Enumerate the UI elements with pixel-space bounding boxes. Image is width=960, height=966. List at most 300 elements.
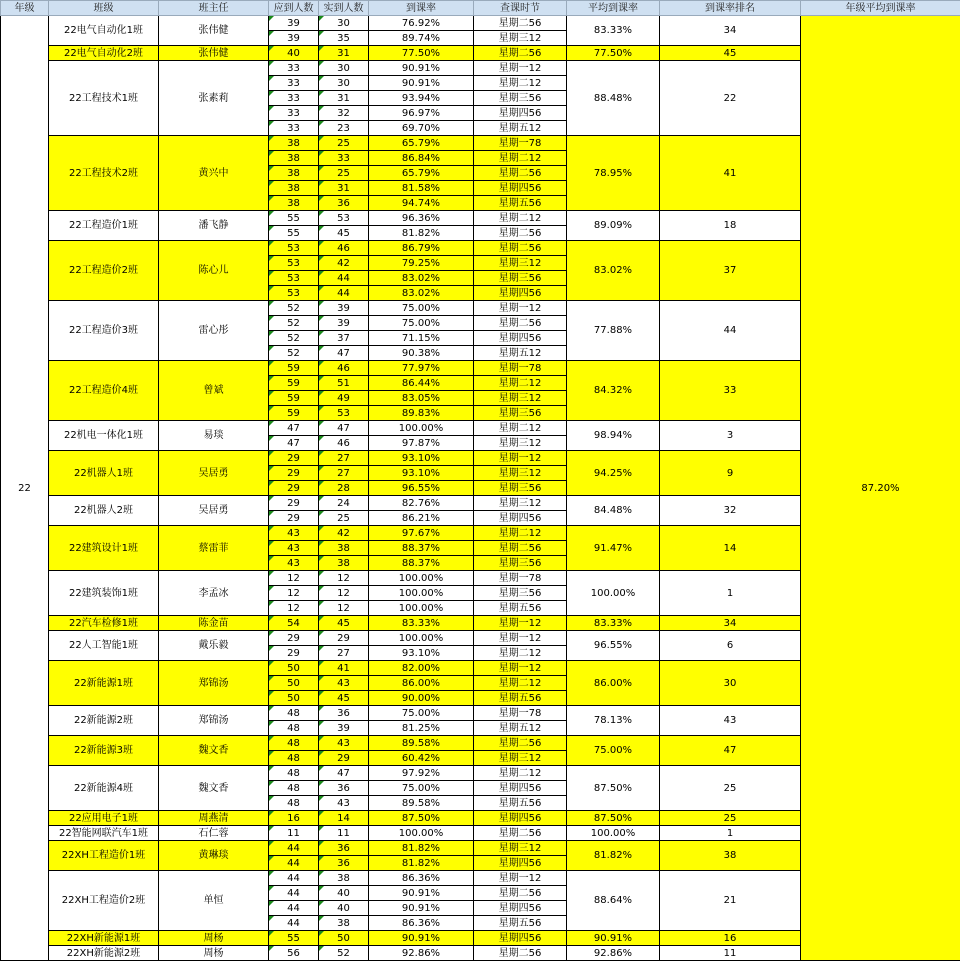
teacher-cell[interactable]: 石仁蓉 [159, 826, 269, 841]
attendance-rate-cell[interactable]: 88.37% [369, 556, 474, 571]
check-time-cell[interactable]: 星期二56 [474, 541, 567, 556]
expected-count-cell[interactable]: 50 [269, 691, 319, 706]
attendance-rate-cell[interactable]: 96.36% [369, 211, 474, 226]
expected-count-cell[interactable]: 29 [269, 496, 319, 511]
check-time-cell[interactable]: 星期四56 [474, 931, 567, 946]
attendance-rate-cell[interactable]: 100.00% [369, 571, 474, 586]
expected-count-cell[interactable]: 52 [269, 331, 319, 346]
actual-count-cell[interactable]: 52 [319, 946, 369, 961]
attendance-rate-cell[interactable]: 81.58% [369, 181, 474, 196]
attendance-rate-cell[interactable]: 77.97% [369, 361, 474, 376]
attendance-rate-cell[interactable]: 79.25% [369, 256, 474, 271]
check-time-cell[interactable]: 星期一12 [474, 61, 567, 76]
class-name-cell[interactable]: 22电气自动化1班 [49, 16, 159, 46]
attendance-rate-cell[interactable]: 83.33% [369, 616, 474, 631]
expected-count-cell[interactable]: 48 [269, 766, 319, 781]
actual-count-cell[interactable]: 12 [319, 571, 369, 586]
actual-count-cell[interactable]: 31 [319, 181, 369, 196]
grade-average-cell[interactable]: 87.20% [801, 16, 960, 961]
class-name-cell[interactable]: 22机器人1班 [49, 451, 159, 496]
actual-count-cell[interactable]: 47 [319, 346, 369, 361]
rank-cell[interactable]: 47 [660, 736, 801, 766]
teacher-cell[interactable]: 易琰 [159, 421, 269, 451]
class-name-cell[interactable]: 22机器人2班 [49, 496, 159, 526]
attendance-rate-cell[interactable]: 82.76% [369, 496, 474, 511]
class-name-cell[interactable]: 22XH新能源2班 [49, 946, 159, 961]
check-time-cell[interactable]: 星期二56 [474, 16, 567, 31]
teacher-cell[interactable]: 单恒 [159, 871, 269, 931]
check-time-cell[interactable]: 星期五56 [474, 601, 567, 616]
expected-count-cell[interactable]: 29 [269, 481, 319, 496]
check-time-cell[interactable]: 星期三12 [474, 466, 567, 481]
expected-count-cell[interactable]: 50 [269, 661, 319, 676]
attendance-rate-cell[interactable]: 86.84% [369, 151, 474, 166]
expected-count-cell[interactable]: 38 [269, 196, 319, 211]
check-time-cell[interactable]: 星期二56 [474, 46, 567, 61]
check-time-cell[interactable]: 星期一12 [474, 661, 567, 676]
expected-count-cell[interactable]: 59 [269, 361, 319, 376]
actual-count-cell[interactable]: 50 [319, 931, 369, 946]
actual-count-cell[interactable]: 40 [319, 886, 369, 901]
expected-count-cell[interactable]: 53 [269, 256, 319, 271]
check-time-cell[interactable]: 星期一78 [474, 136, 567, 151]
actual-count-cell[interactable]: 11 [319, 826, 369, 841]
check-time-cell[interactable]: 星期五56 [474, 796, 567, 811]
expected-count-cell[interactable]: 54 [269, 616, 319, 631]
check-time-cell[interactable]: 星期二12 [474, 151, 567, 166]
check-time-cell[interactable]: 星期一12 [474, 871, 567, 886]
expected-count-cell[interactable]: 55 [269, 226, 319, 241]
actual-count-cell[interactable]: 24 [319, 496, 369, 511]
rank-cell[interactable]: 44 [660, 301, 801, 361]
check-time-cell[interactable]: 星期二56 [474, 736, 567, 751]
attendance-rate-cell[interactable]: 81.25% [369, 721, 474, 736]
teacher-cell[interactable]: 郑锦汤 [159, 661, 269, 706]
check-time-cell[interactable]: 星期二12 [474, 421, 567, 436]
expected-count-cell[interactable]: 33 [269, 61, 319, 76]
actual-count-cell[interactable]: 42 [319, 256, 369, 271]
expected-count-cell[interactable]: 39 [269, 31, 319, 46]
check-time-cell[interactable]: 星期二12 [474, 646, 567, 661]
actual-count-cell[interactable]: 25 [319, 511, 369, 526]
attendance-rate-cell[interactable]: 97.92% [369, 766, 474, 781]
actual-count-cell[interactable]: 46 [319, 361, 369, 376]
teacher-cell[interactable]: 李孟冰 [159, 571, 269, 616]
check-time-cell[interactable]: 星期三12 [474, 751, 567, 766]
average-rate-cell[interactable]: 88.48% [567, 61, 660, 136]
check-time-cell[interactable]: 星期三12 [474, 256, 567, 271]
actual-count-cell[interactable]: 42 [319, 526, 369, 541]
check-time-cell[interactable]: 星期五56 [474, 916, 567, 931]
check-time-cell[interactable]: 星期三56 [474, 556, 567, 571]
attendance-rate-cell[interactable]: 83.05% [369, 391, 474, 406]
expected-count-cell[interactable]: 38 [269, 136, 319, 151]
check-time-cell[interactable]: 星期一78 [474, 361, 567, 376]
check-time-cell[interactable]: 星期二12 [474, 526, 567, 541]
attendance-rate-cell[interactable]: 93.10% [369, 646, 474, 661]
check-time-cell[interactable]: 星期四56 [474, 901, 567, 916]
header-grade-average[interactable]: 年级平均到课率 [801, 1, 960, 16]
average-rate-cell[interactable]: 94.25% [567, 451, 660, 496]
check-time-cell[interactable]: 星期四56 [474, 511, 567, 526]
class-name-cell[interactable]: 22人工智能1班 [49, 631, 159, 661]
check-time-cell[interactable]: 星期二56 [474, 946, 567, 961]
expected-count-cell[interactable]: 55 [269, 931, 319, 946]
average-rate-cell[interactable]: 98.94% [567, 421, 660, 451]
average-rate-cell[interactable]: 96.55% [567, 631, 660, 661]
actual-count-cell[interactable]: 36 [319, 856, 369, 871]
attendance-rate-cell[interactable]: 97.67% [369, 526, 474, 541]
actual-count-cell[interactable]: 39 [319, 721, 369, 736]
teacher-cell[interactable]: 郑锦汤 [159, 706, 269, 736]
check-time-cell[interactable]: 星期二12 [474, 211, 567, 226]
expected-count-cell[interactable]: 43 [269, 556, 319, 571]
attendance-rate-cell[interactable]: 77.50% [369, 46, 474, 61]
teacher-cell[interactable]: 吴居勇 [159, 496, 269, 526]
check-time-cell[interactable]: 星期二56 [474, 316, 567, 331]
rank-cell[interactable]: 41 [660, 136, 801, 211]
check-time-cell[interactable]: 星期一78 [474, 706, 567, 721]
check-time-cell[interactable]: 星期二12 [474, 76, 567, 91]
attendance-rate-cell[interactable]: 90.91% [369, 886, 474, 901]
teacher-cell[interactable]: 黄琳琰 [159, 841, 269, 871]
rank-cell[interactable]: 11 [660, 946, 801, 961]
rank-cell[interactable]: 45 [660, 46, 801, 61]
actual-count-cell[interactable]: 43 [319, 796, 369, 811]
attendance-rate-cell[interactable]: 71.15% [369, 331, 474, 346]
attendance-rate-cell[interactable]: 86.79% [369, 241, 474, 256]
attendance-rate-cell[interactable]: 90.91% [369, 76, 474, 91]
attendance-rate-cell[interactable]: 90.38% [369, 346, 474, 361]
header-teacher[interactable]: 班主任 [159, 1, 269, 16]
teacher-cell[interactable]: 张伟健 [159, 16, 269, 46]
attendance-rate-cell[interactable]: 81.82% [369, 856, 474, 871]
attendance-rate-cell[interactable]: 93.94% [369, 91, 474, 106]
attendance-rate-cell[interactable]: 75.00% [369, 706, 474, 721]
actual-count-cell[interactable]: 45 [319, 616, 369, 631]
attendance-rate-cell[interactable]: 90.91% [369, 901, 474, 916]
rank-cell[interactable]: 25 [660, 811, 801, 826]
actual-count-cell[interactable]: 27 [319, 451, 369, 466]
actual-count-cell[interactable]: 39 [319, 301, 369, 316]
actual-count-cell[interactable]: 30 [319, 76, 369, 91]
expected-count-cell[interactable]: 52 [269, 346, 319, 361]
average-rate-cell[interactable]: 77.88% [567, 301, 660, 361]
check-time-cell[interactable]: 星期一12 [474, 616, 567, 631]
check-time-cell[interactable]: 星期四56 [474, 811, 567, 826]
attendance-rate-cell[interactable]: 86.36% [369, 871, 474, 886]
rank-cell[interactable]: 14 [660, 526, 801, 571]
teacher-cell[interactable]: 周燕清 [159, 811, 269, 826]
actual-count-cell[interactable]: 30 [319, 61, 369, 76]
rank-cell[interactable]: 3 [660, 421, 801, 451]
actual-count-cell[interactable]: 53 [319, 406, 369, 421]
attendance-rate-cell[interactable]: 96.97% [369, 106, 474, 121]
check-time-cell[interactable]: 星期二12 [474, 766, 567, 781]
expected-count-cell[interactable]: 44 [269, 901, 319, 916]
rank-cell[interactable]: 16 [660, 931, 801, 946]
check-time-cell[interactable]: 星期五56 [474, 196, 567, 211]
average-rate-cell[interactable]: 83.33% [567, 16, 660, 46]
teacher-cell[interactable]: 雷心彤 [159, 301, 269, 361]
expected-count-cell[interactable]: 33 [269, 121, 319, 136]
check-time-cell[interactable]: 星期五56 [474, 691, 567, 706]
check-time-cell[interactable]: 星期二12 [474, 376, 567, 391]
class-name-cell[interactable]: 22建筑设计1班 [49, 526, 159, 571]
expected-count-cell[interactable]: 29 [269, 466, 319, 481]
expected-count-cell[interactable]: 38 [269, 181, 319, 196]
rank-cell[interactable]: 33 [660, 361, 801, 421]
attendance-rate-cell[interactable]: 76.92% [369, 16, 474, 31]
attendance-rate-cell[interactable]: 89.58% [369, 736, 474, 751]
grade-cell[interactable]: 22 [1, 16, 49, 961]
check-time-cell[interactable]: 星期三56 [474, 91, 567, 106]
expected-count-cell[interactable]: 48 [269, 751, 319, 766]
actual-count-cell[interactable]: 14 [319, 811, 369, 826]
expected-count-cell[interactable]: 12 [269, 586, 319, 601]
header-average[interactable]: 平均到课率 [567, 1, 660, 16]
actual-count-cell[interactable]: 25 [319, 166, 369, 181]
rank-cell[interactable]: 34 [660, 616, 801, 631]
class-name-cell[interactable]: 22建筑装饰1班 [49, 571, 159, 616]
check-time-cell[interactable]: 星期三12 [474, 496, 567, 511]
rank-cell[interactable]: 22 [660, 61, 801, 136]
actual-count-cell[interactable]: 25 [319, 136, 369, 151]
check-time-cell[interactable]: 星期四56 [474, 286, 567, 301]
expected-count-cell[interactable]: 48 [269, 706, 319, 721]
actual-count-cell[interactable]: 29 [319, 751, 369, 766]
expected-count-cell[interactable]: 48 [269, 736, 319, 751]
actual-count-cell[interactable]: 23 [319, 121, 369, 136]
attendance-rate-cell[interactable]: 69.70% [369, 121, 474, 136]
expected-count-cell[interactable]: 53 [269, 271, 319, 286]
expected-count-cell[interactable]: 44 [269, 871, 319, 886]
actual-count-cell[interactable]: 29 [319, 631, 369, 646]
average-rate-cell[interactable]: 91.47% [567, 526, 660, 571]
check-time-cell[interactable]: 星期四56 [474, 856, 567, 871]
expected-count-cell[interactable]: 33 [269, 91, 319, 106]
actual-count-cell[interactable]: 36 [319, 706, 369, 721]
average-rate-cell[interactable]: 88.64% [567, 871, 660, 931]
attendance-rate-cell[interactable]: 60.42% [369, 751, 474, 766]
class-name-cell[interactable]: 22工程造价3班 [49, 301, 159, 361]
class-name-cell[interactable]: 22新能源3班 [49, 736, 159, 766]
actual-count-cell[interactable]: 44 [319, 286, 369, 301]
check-time-cell[interactable]: 星期三12 [474, 391, 567, 406]
actual-count-cell[interactable]: 38 [319, 556, 369, 571]
expected-count-cell[interactable]: 29 [269, 646, 319, 661]
expected-count-cell[interactable]: 38 [269, 151, 319, 166]
rank-cell[interactable]: 18 [660, 211, 801, 241]
check-time-cell[interactable]: 星期一78 [474, 571, 567, 586]
actual-count-cell[interactable]: 43 [319, 676, 369, 691]
attendance-rate-cell[interactable]: 93.10% [369, 451, 474, 466]
average-rate-cell[interactable]: 87.50% [567, 811, 660, 826]
actual-count-cell[interactable]: 46 [319, 241, 369, 256]
actual-count-cell[interactable]: 53 [319, 211, 369, 226]
actual-count-cell[interactable]: 28 [319, 481, 369, 496]
header-rank[interactable]: 到课率排名 [660, 1, 801, 16]
attendance-rate-cell[interactable]: 87.50% [369, 811, 474, 826]
class-name-cell[interactable]: 22应用电子1班 [49, 811, 159, 826]
expected-count-cell[interactable]: 47 [269, 421, 319, 436]
attendance-rate-cell[interactable]: 86.21% [369, 511, 474, 526]
check-time-cell[interactable]: 星期四56 [474, 106, 567, 121]
class-name-cell[interactable]: 22工程技术2班 [49, 136, 159, 211]
expected-count-cell[interactable]: 47 [269, 436, 319, 451]
attendance-rate-cell[interactable]: 90.00% [369, 691, 474, 706]
actual-count-cell[interactable]: 12 [319, 586, 369, 601]
attendance-rate-cell[interactable]: 93.10% [369, 466, 474, 481]
attendance-rate-cell[interactable]: 86.44% [369, 376, 474, 391]
attendance-rate-cell[interactable]: 75.00% [369, 781, 474, 796]
attendance-rate-cell[interactable]: 96.55% [369, 481, 474, 496]
actual-count-cell[interactable]: 46 [319, 436, 369, 451]
actual-count-cell[interactable]: 38 [319, 916, 369, 931]
check-time-cell[interactable]: 星期二56 [474, 826, 567, 841]
attendance-rate-cell[interactable]: 86.00% [369, 676, 474, 691]
check-time-cell[interactable]: 星期三56 [474, 406, 567, 421]
attendance-rate-cell[interactable]: 89.83% [369, 406, 474, 421]
actual-count-cell[interactable]: 39 [319, 316, 369, 331]
rank-cell[interactable]: 30 [660, 661, 801, 706]
average-rate-cell[interactable]: 89.09% [567, 211, 660, 241]
class-name-cell[interactable]: 22电气自动化2班 [49, 46, 159, 61]
attendance-rate-cell[interactable]: 65.79% [369, 136, 474, 151]
expected-count-cell[interactable]: 11 [269, 826, 319, 841]
average-rate-cell[interactable]: 83.02% [567, 241, 660, 301]
expected-count-cell[interactable]: 59 [269, 376, 319, 391]
attendance-rate-cell[interactable]: 94.74% [369, 196, 474, 211]
average-rate-cell[interactable]: 83.33% [567, 616, 660, 631]
actual-count-cell[interactable]: 30 [319, 16, 369, 31]
rank-cell[interactable]: 1 [660, 826, 801, 841]
average-rate-cell[interactable]: 77.50% [567, 46, 660, 61]
expected-count-cell[interactable]: 16 [269, 811, 319, 826]
check-time-cell[interactable]: 星期四56 [474, 181, 567, 196]
check-time-cell[interactable]: 星期四56 [474, 331, 567, 346]
check-time-cell[interactable]: 星期五12 [474, 346, 567, 361]
actual-count-cell[interactable]: 45 [319, 691, 369, 706]
average-rate-cell[interactable]: 78.95% [567, 136, 660, 211]
rank-cell[interactable]: 1 [660, 571, 801, 616]
average-rate-cell[interactable]: 84.32% [567, 361, 660, 421]
teacher-cell[interactable]: 曾斌 [159, 361, 269, 421]
rank-cell[interactable]: 32 [660, 496, 801, 526]
average-rate-cell[interactable]: 87.50% [567, 766, 660, 811]
rank-cell[interactable]: 21 [660, 871, 801, 931]
rank-cell[interactable]: 9 [660, 451, 801, 496]
attendance-rate-cell[interactable]: 89.74% [369, 31, 474, 46]
average-rate-cell[interactable]: 92.86% [567, 946, 660, 961]
attendance-rate-cell[interactable]: 81.82% [369, 226, 474, 241]
expected-count-cell[interactable]: 39 [269, 16, 319, 31]
actual-count-cell[interactable]: 35 [319, 31, 369, 46]
actual-count-cell[interactable]: 47 [319, 766, 369, 781]
teacher-cell[interactable]: 魏文香 [159, 736, 269, 766]
attendance-rate-cell[interactable]: 92.86% [369, 946, 474, 961]
actual-count-cell[interactable]: 45 [319, 226, 369, 241]
attendance-rate-cell[interactable]: 97.87% [369, 436, 474, 451]
rank-cell[interactable]: 37 [660, 241, 801, 301]
actual-count-cell[interactable]: 27 [319, 646, 369, 661]
actual-count-cell[interactable]: 36 [319, 196, 369, 211]
actual-count-cell[interactable]: 44 [319, 271, 369, 286]
teacher-cell[interactable]: 魏文香 [159, 766, 269, 811]
average-rate-cell[interactable]: 81.82% [567, 841, 660, 871]
expected-count-cell[interactable]: 52 [269, 301, 319, 316]
teacher-cell[interactable]: 潘飞静 [159, 211, 269, 241]
header-check-time[interactable]: 查课时节 [474, 1, 567, 16]
check-time-cell[interactable]: 星期三56 [474, 481, 567, 496]
teacher-cell[interactable]: 黄兴中 [159, 136, 269, 211]
actual-count-cell[interactable]: 36 [319, 841, 369, 856]
actual-count-cell[interactable]: 37 [319, 331, 369, 346]
average-rate-cell[interactable]: 78.13% [567, 706, 660, 736]
check-time-cell[interactable]: 星期三56 [474, 271, 567, 286]
check-time-cell[interactable]: 星期二12 [474, 676, 567, 691]
actual-count-cell[interactable]: 27 [319, 466, 369, 481]
average-rate-cell[interactable]: 86.00% [567, 661, 660, 706]
check-time-cell[interactable]: 星期二56 [474, 241, 567, 256]
attendance-rate-cell[interactable]: 82.00% [369, 661, 474, 676]
average-rate-cell[interactable]: 100.00% [567, 571, 660, 616]
actual-count-cell[interactable]: 31 [319, 46, 369, 61]
expected-count-cell[interactable]: 52 [269, 316, 319, 331]
actual-count-cell[interactable]: 51 [319, 376, 369, 391]
attendance-rate-cell[interactable]: 83.02% [369, 286, 474, 301]
expected-count-cell[interactable]: 53 [269, 241, 319, 256]
header-rate[interactable]: 到课率 [369, 1, 474, 16]
expected-count-cell[interactable]: 56 [269, 946, 319, 961]
attendance-rate-cell[interactable]: 65.79% [369, 166, 474, 181]
expected-count-cell[interactable]: 43 [269, 541, 319, 556]
attendance-rate-cell[interactable]: 89.58% [369, 796, 474, 811]
actual-count-cell[interactable]: 12 [319, 601, 369, 616]
class-name-cell[interactable]: 22工程造价2班 [49, 241, 159, 301]
actual-count-cell[interactable]: 41 [319, 661, 369, 676]
attendance-rate-cell[interactable]: 81.82% [369, 841, 474, 856]
class-name-cell[interactable]: 22XH新能源1班 [49, 931, 159, 946]
class-name-cell[interactable]: 22工程技术1班 [49, 61, 159, 136]
header-class[interactable]: 班级 [49, 1, 159, 16]
header-expected[interactable]: 应到人数 [269, 1, 319, 16]
expected-count-cell[interactable]: 59 [269, 391, 319, 406]
attendance-rate-cell[interactable]: 86.36% [369, 916, 474, 931]
expected-count-cell[interactable]: 40 [269, 46, 319, 61]
header-grade[interactable]: 年级 [1, 1, 49, 16]
expected-count-cell[interactable]: 59 [269, 406, 319, 421]
expected-count-cell[interactable]: 12 [269, 601, 319, 616]
actual-count-cell[interactable]: 36 [319, 781, 369, 796]
class-name-cell[interactable]: 22新能源2班 [49, 706, 159, 736]
check-time-cell[interactable]: 星期一12 [474, 301, 567, 316]
expected-count-cell[interactable]: 43 [269, 526, 319, 541]
rank-cell[interactable]: 25 [660, 766, 801, 811]
expected-count-cell[interactable]: 55 [269, 211, 319, 226]
teacher-cell[interactable]: 周杨 [159, 946, 269, 961]
expected-count-cell[interactable]: 48 [269, 796, 319, 811]
check-time-cell[interactable]: 星期二56 [474, 226, 567, 241]
teacher-cell[interactable]: 张伟健 [159, 46, 269, 61]
check-time-cell[interactable]: 星期三12 [474, 841, 567, 856]
attendance-rate-cell[interactable]: 75.00% [369, 301, 474, 316]
check-time-cell[interactable]: 星期一12 [474, 451, 567, 466]
expected-count-cell[interactable]: 44 [269, 841, 319, 856]
expected-count-cell[interactable]: 44 [269, 856, 319, 871]
class-name-cell[interactable]: 22智能网联汽车1班 [49, 826, 159, 841]
teacher-cell[interactable]: 陈金苗 [159, 616, 269, 631]
